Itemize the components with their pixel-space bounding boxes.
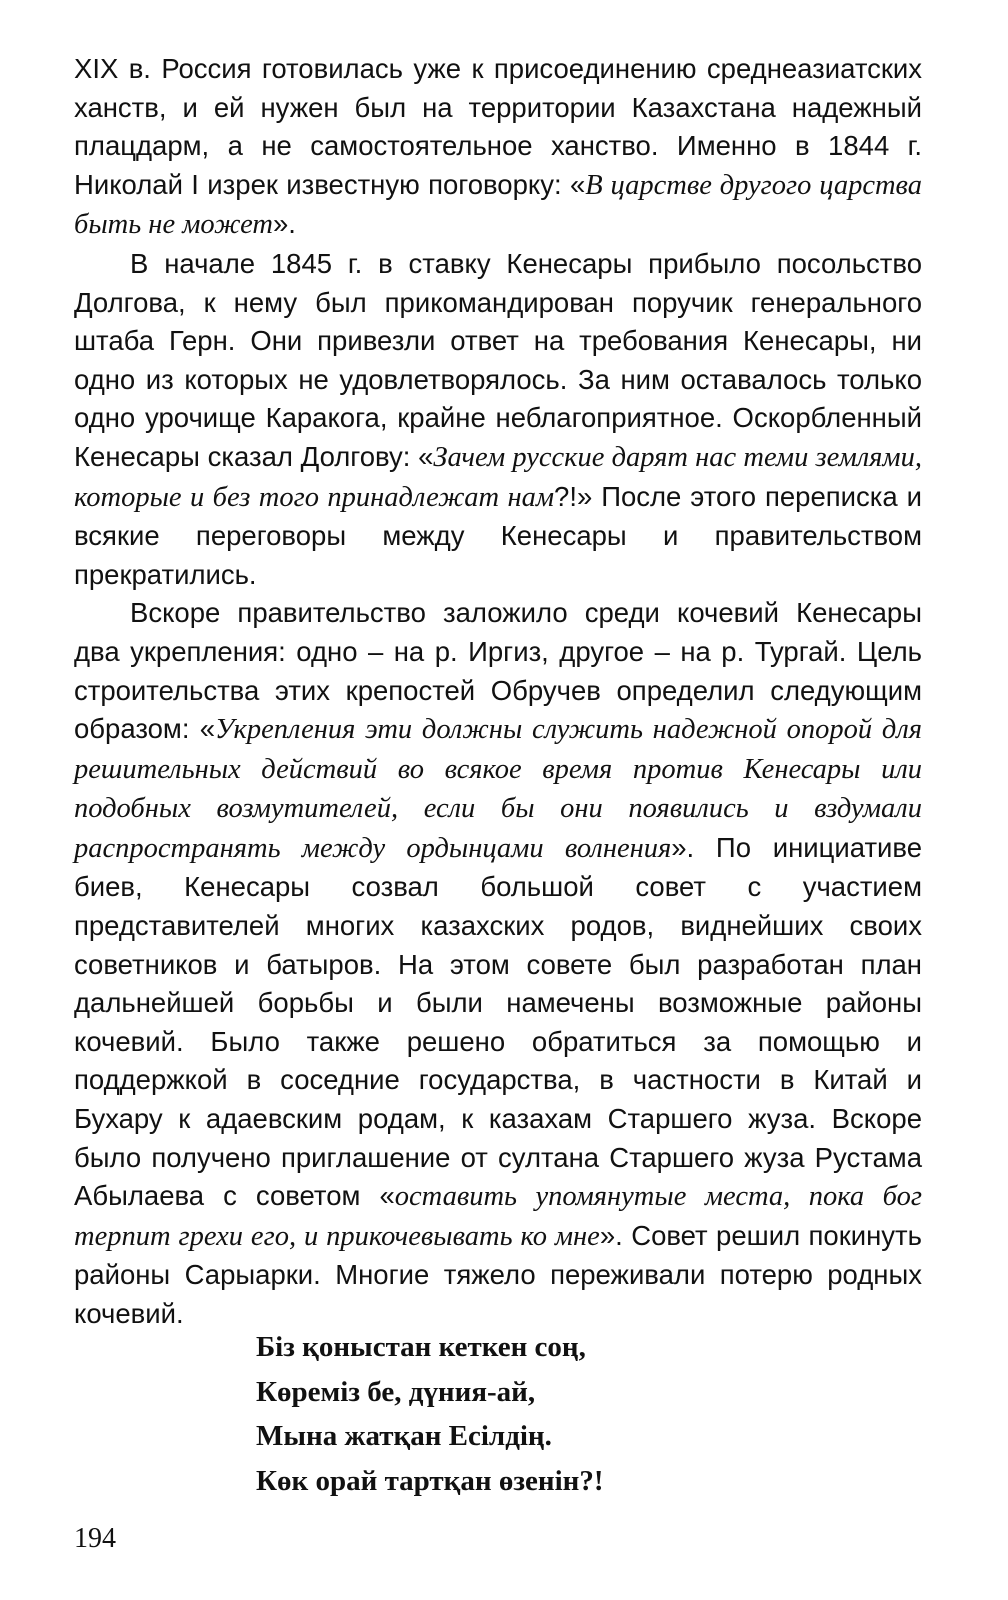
poem-line: Біз қоныстан кеткен соң, xyxy=(256,1331,586,1363)
italic-quote: оставить упомянутые места, пока бог терпит грехи его, и прикочевывать ко мне xyxy=(74,1181,922,1252)
poem-line: Мына жатқан Есілдің. xyxy=(256,1420,552,1452)
italic-quote: В царстве другого царства быть не может xyxy=(74,169,922,241)
text-run: ?!» После этого переписка и всякие переговоры между Кенесары и правительством прекратились. xyxy=(74,480,922,590)
text-run: Вскоре правительство заложило среди кочевий Кенесары два укрепления: одно – на р. Иргиз, другое – на р. Тургай. Цель строительства этих крепостей Обручев определил следующим образом: « xyxy=(74,597,922,745)
italic-quote: Укрепления эти должны служить надежной опорой для решительных действий во всякое время против Кенесары или подобных возмутителей, если бы они появились и вздумали распространять между ордынцами волнения xyxy=(74,714,923,864)
paragraph-3 xyxy=(74,594,922,1333)
poem-line: Көк орай тартқан өзенін?! xyxy=(256,1464,604,1497)
text-run: В начале 1845 г. в ставку Кенесары прибыло посольство Долгова, к нему был прикомандирован поручик генерального штаба Герн. Они привезли ответ на требования Кенесары, ни одно из которых не удовлетворялось. За ним оставалось только одно урочище Каракога, крайне неблагоприятное. Оскорбленный Кенесары сказал Долгову: « xyxy=(74,247,922,472)
poem-stanza xyxy=(256,1325,604,1503)
main-text xyxy=(74,50,922,1334)
text-run: XIX в. Россия готовилась уже к присоединению среднеазиатских ханств, и ей нужен был на территории Казахстана надежный плацдарм, а не самостоятельное ханство. Именно в 1844 г. Николай I изрек известную поговорку: « xyxy=(74,53,922,200)
text-run: ». Совет решил покинуть районы Сарыарки. Многие тяжело переживали потерю родных кочевий. xyxy=(74,1219,922,1329)
page-number: 194 xyxy=(74,1523,116,1554)
text-run: ». По инициативе биев, Кенесары созвал большой совет с участием представителей многих казахских родов, виднейших своих советников и батыров. На этом совете был разработан план дальнейшей борьбы и были намечены возможные районы кочевий. Было также решено обратиться за помощью и поддержкой в соседние государства, в частности в Китай и Бухару к адаевским родам, к казахам Старшего жуза. Вскоре было получено приглашение от султана Старшего жуза Рустама Абылаева с советом « xyxy=(74,831,922,1212)
paragraph-1 xyxy=(74,50,922,245)
paragraph-2 xyxy=(74,245,922,594)
text-run: ». xyxy=(272,208,296,240)
poem-line: Көреміз бе, дүния-ай, xyxy=(256,1375,536,1408)
italic-quote: Зачем русские дарят нас теми землями, которые и без того принадлежат нам xyxy=(74,441,922,513)
